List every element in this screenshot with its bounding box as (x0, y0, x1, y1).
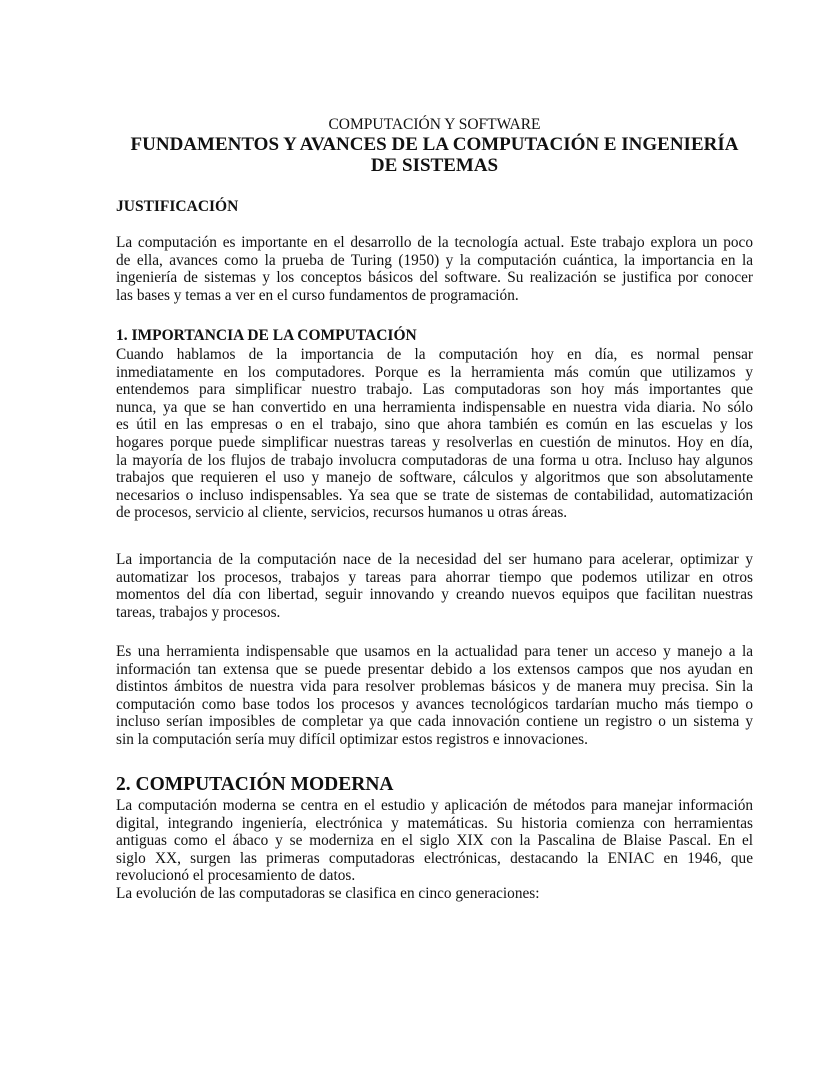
text-line: entendemos para simplificar nuestro trabajo. Las computadoras son hoy más importantes que (116, 381, 753, 399)
text-line: distintos ámbitos de nuestra vida para resolver problemas básicos y de manera muy precisa. Sin la (116, 678, 753, 696)
text-line: inmediatamente en los computadores. Porque es la herramienta más común que utilizamos y (116, 363, 753, 381)
text-line: Cuando hablamos de la importancia de la computación hoy en día, es normal pensar (116, 346, 753, 363)
text-line: La computación moderna se centra en el estudio y aplicación de métodos para manejar información (116, 797, 753, 814)
course-label: COMPUTACIÓN Y SOFTWARE (328, 116, 541, 133)
text-line: siglo XX, surgen las primeras computadoras electrónicas, destacando la ENIAC en 1946, que (116, 849, 753, 867)
section1-paragraph-2 (116, 551, 753, 621)
text-line: sin la computación sería muy difícil optimizar estos registros e innovaciones. (116, 730, 588, 748)
title-line: FUNDAMENTOS Y AVANCES DE LA COMPUTACIÓN E INGENIERÍA (130, 134, 739, 155)
section2-heading: 2. COMPUTACIÓN MODERNA (116, 774, 394, 795)
text-line: información tan extensa que se puede presentar debido a los extensos campos que nos ayudan en (116, 660, 753, 678)
text-line: nunca, ya que se han convertido en una herramienta indispensable en nuestra vida diaria. No sólo (116, 398, 753, 416)
text-line: incluso serían imposibles de completar ya que cada innovación contiene un registro o un sistema y (116, 713, 753, 731)
justification-heading: JUSTIFICACIÓN (116, 198, 239, 215)
text-line: tareas, trabajos y procesos. (116, 603, 281, 621)
text-line: trabajos que requieren el uso y manejo de software, cálculos y algoritmos que son absolutamente (116, 469, 753, 487)
justification-paragraph (116, 234, 753, 304)
text-line: La importancia de la computación nace de la necesidad del ser humano para acelerar, optimizar y (116, 551, 753, 568)
text-line: antiguas como el ábaco y se moderniza en el siglo XIX con la Pascalina de Blaise Pascal. En el (116, 832, 753, 850)
section1-paragraph-1 (116, 346, 753, 522)
text-line: necesarios o incluso indispensables. Ya sea que se trate de sistemas de contabilidad, automatización (116, 486, 753, 504)
text-line: hogares porque puede simplificar nuestras tareas y resolverlas en cuestión de minutos. Hoy en día, (116, 433, 753, 451)
text-line: ingeniería de sistemas y los conceptos básicos del software. Su realización se justifica por conocer (116, 269, 753, 287)
text-line: Es una herramienta indispensable que usamos en la actualidad para tener un acceso y manejo a la (116, 643, 753, 660)
section1-heading: 1. IMPORTANCIA DE LA COMPUTACIÓN (116, 327, 417, 344)
text-line: digital, integrando ingeniería, electrónica y matemáticas. Su historia comienza con herramientas (116, 814, 753, 832)
section2-paragraph-2 (116, 885, 753, 903)
text-line: es útil en las empresas o en el trabajo, sino que ahora también es común en las escuelas y los (116, 416, 753, 434)
section1-paragraph-3 (116, 643, 753, 749)
text-line: de ella, avances como la prueba de Turing (1950) y la computación cuántica, la importancia en la (116, 251, 753, 269)
text-line: automatizar los procesos, trabajos y tareas para ahorrar tiempo que podemos utilizar en otros (116, 568, 753, 586)
text-line: las bases y temas a ver en el curso fundamentos de programación. (116, 286, 519, 304)
text-line: La evolución de las computadoras se clasifica en cinco generaciones: (116, 885, 540, 902)
text-line: momentos del día con libertad, seguir innovando y creando nuevos equipos que facilitan nuestras (116, 586, 753, 604)
title-line: DE SISTEMAS (370, 155, 499, 176)
section2-paragraph-1 (116, 797, 753, 885)
document-title (116, 134, 753, 176)
text-line: revolucionó el procesamiento de datos. (116, 867, 356, 885)
text-line: la mayoría de los flujos de trabajo involucra computadoras de una forma u otra. Incluso hay algunos (116, 451, 753, 469)
text-line: La computación es importante en el desarrollo de la tecnología actual. Este trabajo explora un poco (116, 234, 753, 251)
text-line: de procesos, servicio al cliente, servicios, recursos humanos u otras áreas. (116, 504, 568, 522)
text-line: computación como base todos los procesos y avances tecnológicos tardarían mucho más tiempo o (116, 695, 753, 713)
